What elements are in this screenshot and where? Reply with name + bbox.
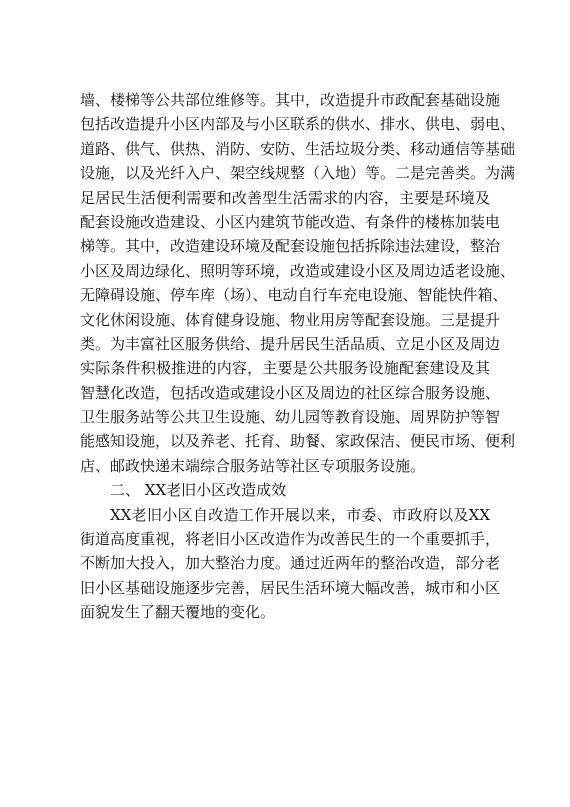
body-paragraph xyxy=(80,503,501,625)
text-line: 面貌发生了翻天覆地的变化。 xyxy=(80,603,276,622)
text-line: 街道高度重视，将老旧小区改造作为改善民生的一个重要抓手， xyxy=(80,530,501,549)
text-line: 实际条件积极推进的内容，主要是公共服务设施配套建设及其 xyxy=(80,359,490,378)
text-line: 梯等。其中，改造建设环境及配套设施包括拆除违法建设，整治 xyxy=(80,237,501,256)
text-line: 智慧化改造，包括改造或建设小区及周边的社区综合服务设施、 xyxy=(80,383,501,402)
text-line: 墙、楼梯等公共部位维修等。其中，改造提升市政配套基础设施 xyxy=(80,91,501,109)
text-line: 无障碍设施、停车库（场）、电动自行车充电设施、智能快件箱、 xyxy=(80,286,508,305)
text-line: 设施，以及光纤入户、架空线规整（入地）等。二是完善类。为满 xyxy=(80,164,516,183)
text-line: 小区及周边绿化、照明等环境，改造或建设小区及周边适老设施、 xyxy=(80,261,516,280)
text-line: XX老旧小区自改造工作开展以来，市委、市政府以及XX xyxy=(110,505,490,524)
text-line: 店、邮政快递末端综合服务站等社区专项服务设施。 xyxy=(80,456,426,475)
text-line: 类。为丰富社区服务供给、提升居民生活品质、立足小区及周边 xyxy=(80,334,501,353)
text-line: 包括改造提升小区内部及与小区联系的供水、排水、供电、弱电、 xyxy=(80,115,516,134)
text-line: 文化休闲设施、体育健身设施、物业用房等配套设施。三是提升 xyxy=(80,310,501,329)
section-heading: 二、 XX老旧小区改造成效 xyxy=(110,481,287,500)
text-line: 足居民生活便利需要和改善型生活需求的内容，主要是环境及 xyxy=(80,188,490,207)
text-line: 能感知设施，以及养老、托育、助餐、家政保洁、便民市场、便利 xyxy=(80,432,516,451)
body-paragraph xyxy=(80,88,516,478)
text-line: 不断加大投入，加大整治力度。通过近两年的整治改造，部分老 xyxy=(80,554,501,573)
text-line: 旧小区基础设施逐步完善，居民生活环境大幅改善，城市和小区 xyxy=(80,578,501,597)
text-line: 配套设施改造建设、小区内建筑节能改造、有条件的楼栋加装电 xyxy=(80,212,501,231)
text-line: 卫生服务站等公共卫生设施、幼儿园等教育设施、周界防护等智 xyxy=(80,408,501,427)
text-line: 道路、供气、供热、消防、安防、生活垃圾分类、移动通信等基础 xyxy=(80,139,516,158)
